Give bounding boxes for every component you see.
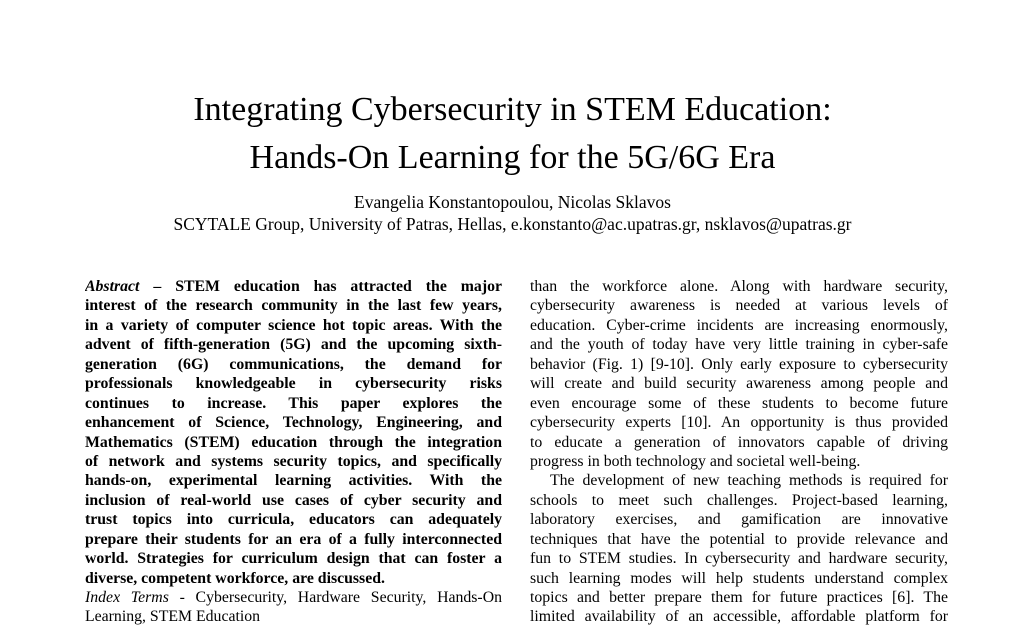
abstract-column (85, 278, 502, 628)
body-line: even encourage some of these students to become future (530, 394, 948, 412)
page-title (0, 86, 1025, 182)
body-line: will create and build security awareness among people and (530, 375, 948, 393)
index-terms-line (85, 589, 502, 608)
affiliation-line: SCYTALE Group, University of Patras, Hellas, e.konstanto@ac.upatras.gr, nsklavos@upatras.gr (173, 214, 852, 234)
body-line: schools to meet such challenges. Project-based learning, (530, 491, 948, 509)
abstract-line: advent of fifth-generation (5G) and the upcoming sixth- (85, 336, 502, 354)
abstract-line: of network and systems security topics, and specifically (85, 452, 502, 470)
abstract-line: prepare their students for an era of a fully interconnected (85, 530, 502, 548)
body-line: topics and better prepare them for future practices [6]. The (530, 589, 948, 606)
body-line: than the workforce alone. Along with hardware security, (530, 278, 948, 295)
body-line: cybersecurity awareness is needed at various levels of (530, 297, 948, 315)
body-line: limited availability of an accessible, affordable platform for (530, 608, 948, 626)
abstract-line: generation (6G) communications, the demand for (85, 355, 502, 373)
body-paragraph-2 (530, 472, 948, 628)
index-terms-paragraph (85, 589, 502, 628)
abstract-paragraph (85, 278, 502, 589)
body-line: to educate a generation of innovators capable of driving (530, 433, 948, 451)
abstract-line: interest of the research community in the last few years, (85, 297, 502, 315)
abstract-line: enhancement of Science, Technology, Engineering, and (85, 414, 502, 432)
index-terms-line-text: - Cybersecurity, Hardware Security, Hands-On (168, 589, 502, 606)
page-title-line-2: Hands-On Learning for the 5G/6G Era (249, 139, 776, 176)
paper-header (0, 86, 1025, 235)
abstract-line: professionals knowledgeable in cybersecurity risks (85, 375, 502, 393)
body-paragraph-1 (530, 278, 948, 472)
body-column (530, 278, 948, 628)
body-line: laboratory exercises, and gamification are innovative (530, 511, 948, 529)
abstract-line: in a variety of computer science hot topic areas. With the (85, 316, 502, 334)
abstract-line-text: – STEM education has attracted the major (139, 278, 502, 295)
body-line: The development of new teaching methods is required for (550, 472, 948, 490)
body-line: fun to STEM studies. In cybersecurity and hardware security, (530, 550, 948, 568)
body-line: techniques that have the potential to provide relevance and (530, 530, 948, 548)
abstract-line: world. Strategies for curriculum design that can foster a (85, 550, 502, 568)
abstract-line: Mathematics (STEM) education through the integration (85, 433, 502, 451)
body-line: and the youth of today have very little training in cyber-safe (530, 336, 948, 354)
body-line: such learning modes will help students understand complex (530, 569, 948, 587)
body-line: progress in both technology and societal well-being. (530, 452, 861, 470)
abstract-line: diverse, competent workforce, are discussed. (85, 569, 385, 587)
index-terms-label: Index Terms (85, 589, 169, 606)
abstract-line: inclusion of real-world use cases of cyber security and (85, 491, 502, 509)
body-line: education. Cyber-crime incidents are increasing enormously, (530, 316, 948, 334)
index-terms-line: Learning, STEM Education (85, 608, 261, 626)
abstract-label: Abstract (85, 278, 140, 295)
body-line: behavior (Fig. 1) [9-10]. Only early exposure to cybersecurity (530, 355, 948, 373)
abstract-line: continues to increase. This paper explores the (85, 394, 502, 412)
abstract-line: trust topics into curricula, educators can adequately (85, 511, 502, 529)
authors-line: Evangelia Konstantopoulou, Nicolas Sklavos (354, 192, 671, 212)
abstract-line (85, 278, 502, 297)
page-title-line-1: Integrating Cybersecurity in STEM Education: (193, 91, 832, 128)
abstract-line: hands-on, experimental learning activities. With the (85, 472, 502, 490)
body-line: cybersecurity experts [10]. An opportunity is thus provided (530, 414, 948, 432)
